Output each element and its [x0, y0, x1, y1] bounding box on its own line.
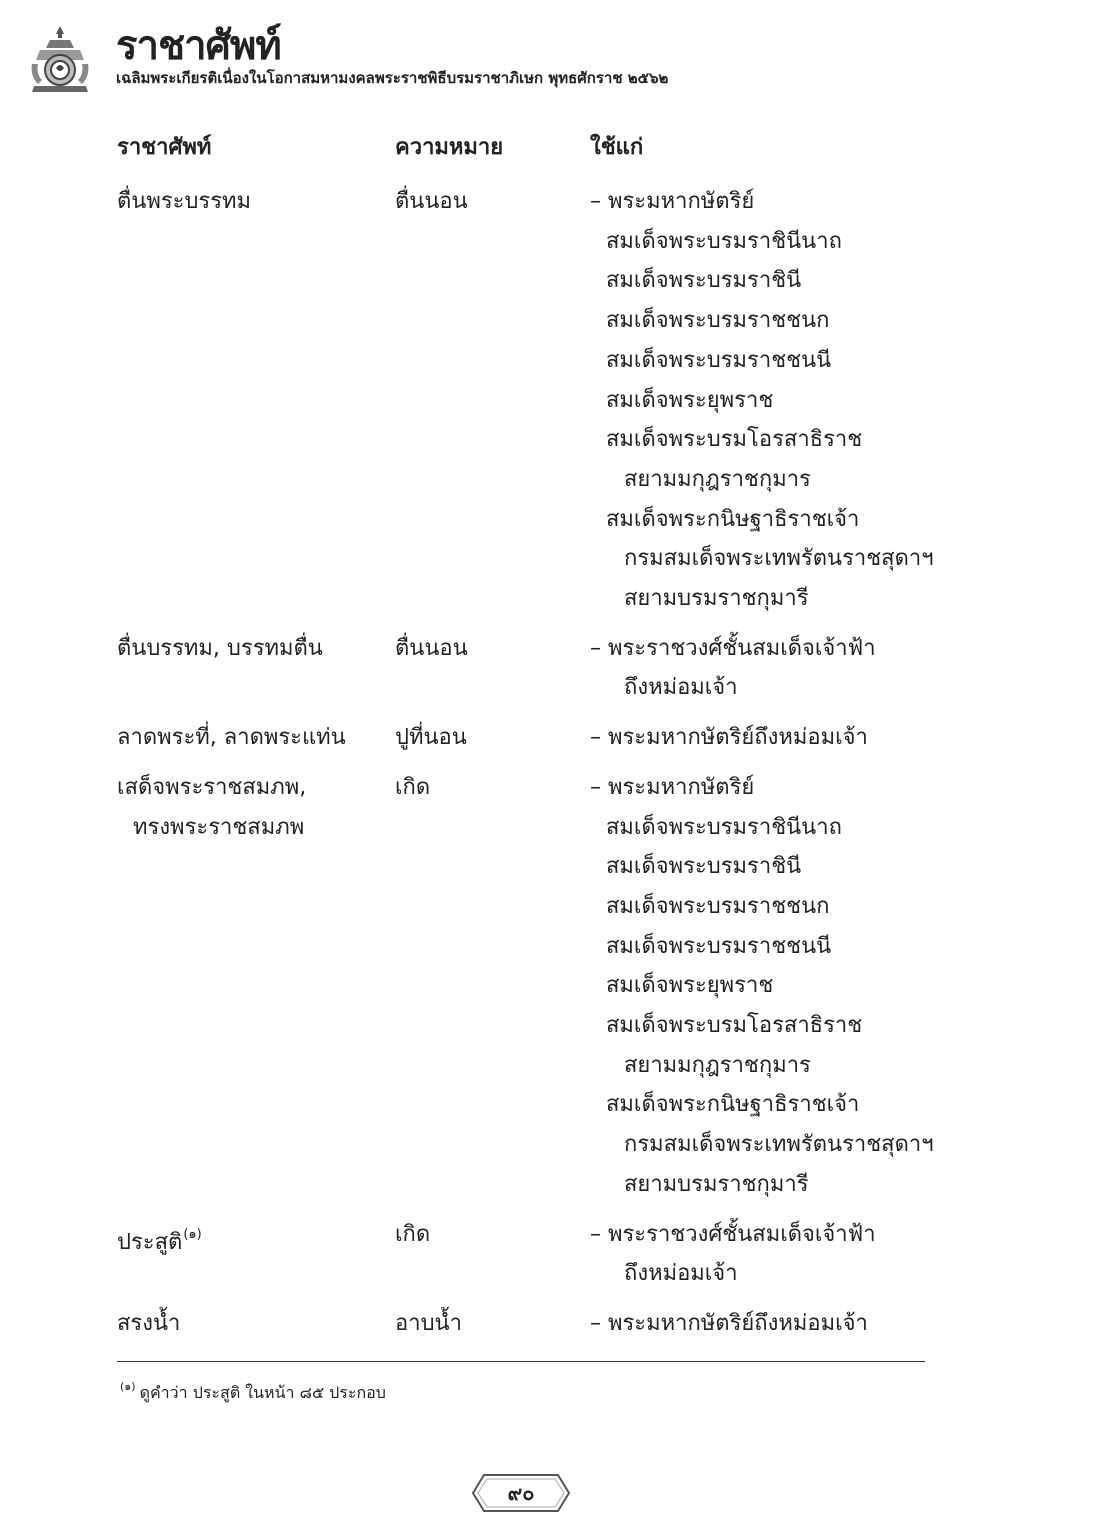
meaning-text: เกิด: [395, 774, 431, 800]
usage-line: กรมสมเด็จพระเทพรัตนราชสุดาฯ: [624, 546, 934, 572]
term-text: ลาดพระที่, ลาดพระแท่น: [117, 725, 346, 751]
page-number-badge: [470, 1472, 572, 1514]
meaning-text: ตื่นนอน: [395, 635, 468, 661]
royal-emblem-icon: [28, 24, 92, 94]
usage-line: – พระราชวงศ์ชั้นสมเด็จเจ้าฟ้า: [590, 635, 876, 661]
usage-line: – พระมหากษัตริย์ถึงหม่อมเจ้า: [590, 1310, 868, 1336]
usage-line: สมเด็จพระบรมโอรสาธิราช: [606, 427, 863, 453]
usage-line: สมเด็จพระบรมราชินีนาถ: [606, 228, 842, 254]
table-row: [117, 182, 934, 619]
usage-cell: [590, 1304, 925, 1344]
column-header-term: ราชาศัพท์: [117, 135, 212, 160]
usage-cell: [590, 768, 934, 1205]
meaning-text: ตื่นนอน: [395, 189, 468, 214]
usage-line: สมเด็จพระบรมราชินีนาถ: [606, 814, 842, 840]
term-text: สรงน้ำ: [117, 1310, 181, 1336]
usage-line: สมเด็จพระบรมราชินี: [606, 854, 802, 880]
usage-line: สมเด็จพระบรมโอรสาธิราช: [606, 1013, 863, 1039]
usage-line: สมเด็จพระบรมราชชนก: [606, 893, 830, 919]
term-cell: [117, 1304, 395, 1344]
usage-line: สมเด็จพระบรมราชชนนี: [606, 933, 832, 959]
term-text: ตื่นพระบรรทม: [117, 189, 252, 214]
term-text: [117, 1215, 395, 1263]
term-word: ประสูติ: [117, 1229, 183, 1255]
meaning-text: เกิด: [395, 1221, 431, 1247]
meaning-cell: [395, 768, 590, 1205]
meaning-cell: [395, 718, 590, 758]
footnote-reference: (๑): [183, 1226, 202, 1242]
term-text: ตื่นบรรทม, บรรทมตื่น: [117, 635, 323, 661]
page-subtitle: เฉลิมพระเกียรติเนื่องในโอกาสมหามงคลพระราชพิธีบรมราชาภิเษก พุทธศักราช ๒๕๖๒: [116, 69, 669, 87]
page-header: [28, 20, 788, 100]
usage-line: สมเด็จพระกนิษฐาธิราชเจ้า: [606, 1092, 860, 1118]
footnote-mark: (๑): [120, 1380, 136, 1393]
term-cell: [117, 629, 395, 708]
usage-line: สยามมกุฎราชกุมาร: [624, 466, 811, 492]
table-row: [117, 768, 934, 1205]
usage-line: กรมสมเด็จพระเทพรัตนราชสุดาฯ: [624, 1132, 934, 1158]
footnote-text: ดูคำว่า ประสูติ ในหน้า ๘๕ ประกอบ: [139, 1383, 386, 1402]
table-header: [117, 128, 925, 172]
usage-line: สมเด็จพระบรมราชินี: [606, 268, 802, 294]
table-row: [117, 1215, 925, 1294]
usage-line: ถึงหม่อมเจ้า: [624, 675, 738, 701]
table-row: [117, 1304, 925, 1344]
usage-line: สมเด็จพระยุพราช: [606, 387, 774, 413]
usage-cell: [590, 182, 934, 619]
usage-cell: [590, 718, 925, 758]
column-header-usage: ใช้แก่: [590, 135, 644, 160]
page-title: ราชาศัพท์: [116, 23, 281, 69]
usage-line: สมเด็จพระกนิษฐาธิราชเจ้า: [606, 506, 860, 532]
term-cell: [117, 718, 395, 758]
term-text: ทรงพระราชสมภพ: [133, 814, 305, 840]
term-text: เสด็จพระราชสมภพ,: [117, 774, 307, 800]
page-number: ๙๐: [507, 1481, 535, 1505]
meaning-cell: [395, 1304, 590, 1344]
meaning-text: ปูที่นอน: [395, 725, 467, 751]
term-cell: [117, 768, 395, 1205]
usage-line: – พระมหากษัตริย์: [590, 189, 755, 214]
usage-line: สมเด็จพระบรมราชชนนี: [606, 347, 832, 373]
meaning-cell: [395, 629, 590, 708]
footnote: [120, 1374, 386, 1406]
usage-line: สยามมกุฎราชกุมาร: [624, 1052, 811, 1078]
footnote-divider: [117, 1361, 925, 1362]
usage-line: สมเด็จพระยุพราช: [606, 973, 774, 999]
column-header-meaning: ความหมาย: [395, 135, 504, 160]
usage-line: สมเด็จพระบรมราชชนก: [606, 308, 830, 334]
meaning-text: อาบน้ำ: [395, 1310, 462, 1336]
usage-line: – พระราชวงศ์ชั้นสมเด็จเจ้าฟ้า: [590, 1221, 876, 1247]
table-row: [117, 718, 925, 758]
usage-line: สยามบรมราชกุมารี: [624, 1171, 809, 1197]
meaning-cell: [395, 1215, 590, 1294]
usage-line: – พระมหากษัตริย์: [590, 774, 755, 800]
usage-line: ถึงหม่อมเจ้า: [624, 1261, 738, 1287]
usage-cell: [590, 629, 925, 708]
usage-line: สยามบรมราชกุมารี: [624, 586, 809, 612]
table-row: [117, 629, 925, 708]
term-cell: [117, 1215, 395, 1294]
vocabulary-table: [117, 128, 934, 1344]
usage-cell: [590, 1215, 925, 1294]
usage-line: – พระมหากษัตริย์ถึงหม่อมเจ้า: [590, 725, 868, 751]
term-cell: [117, 182, 395, 619]
meaning-cell: [395, 182, 590, 619]
